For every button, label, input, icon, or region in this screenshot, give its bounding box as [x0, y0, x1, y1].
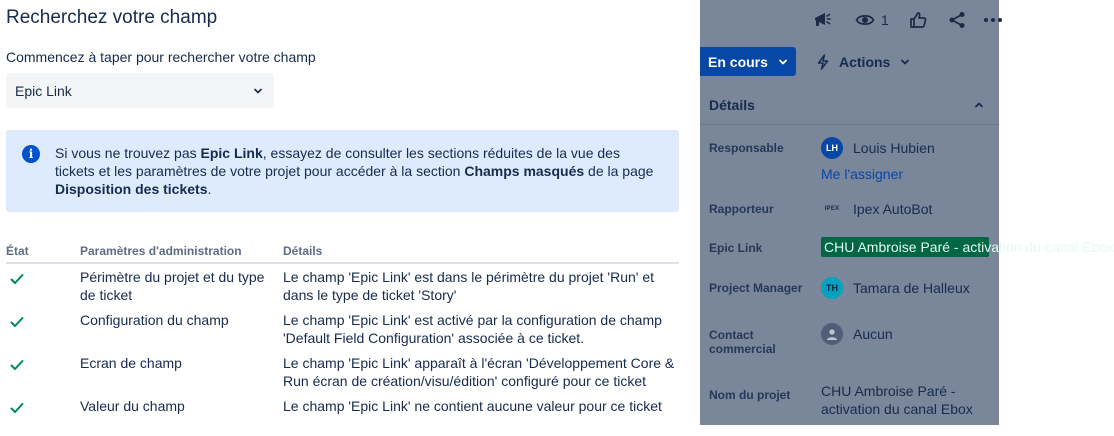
header-details: Détails: [283, 244, 323, 258]
epic-link-tag[interactable]: CHU Ambroise Paré - activation du canal Ebox: [821, 237, 989, 257]
info-icon: i: [22, 145, 40, 163]
info-text-2: , essayez de consulter les sections réduites de la vue des tickets et les paramètres de votre projet pour accéder à la section: [55, 145, 620, 179]
lightning-icon: [815, 54, 831, 70]
check-icon: [6, 397, 80, 436]
row-param: Périmètre du projet et du type de ticket: [80, 269, 265, 303]
epic-link-label: Epic Link: [709, 241, 763, 255]
rapporteur-label: Rapporteur: [709, 202, 774, 216]
info-text-4: .: [207, 181, 212, 197]
project-manager-value[interactable]: [821, 277, 970, 299]
contact-label-line1: Contact: [709, 328, 754, 342]
status-button[interactable]: [700, 47, 796, 76]
table-row: [6, 264, 679, 307]
check-icon: [6, 311, 80, 350]
row-param: Ecran de champ: [80, 355, 182, 371]
avatar: LH: [821, 137, 843, 159]
chevron-down-icon: [777, 56, 789, 68]
responsable-name: Louis Hubien: [853, 140, 935, 156]
contact-label: [709, 328, 776, 356]
info-text-3: de la page: [584, 163, 654, 179]
watch-button[interactable]: [855, 10, 889, 30]
project-manager-label: Project Manager: [709, 281, 803, 295]
like-icon[interactable]: [908, 10, 928, 30]
actions-button[interactable]: [815, 47, 911, 76]
project-name-value[interactable]: CHU Ambroise Paré - activation du canal Ebox: [821, 383, 973, 417]
row-detail: Le champ 'Epic Link' est dans le périmètre du projet 'Run' et dans le type de ticket 'Story': [283, 269, 654, 303]
info-message: [6, 130, 679, 212]
project-name-label: Nom du projet: [709, 388, 791, 402]
header-params: Paramètres d'administration: [80, 244, 242, 258]
panel-title: Recherchez votre champ: [6, 7, 218, 28]
search-label: Commencez à taper pour rechercher votre champ: [6, 49, 316, 65]
status-label: En cours: [708, 53, 768, 70]
more-icon[interactable]: [983, 10, 1003, 30]
row-detail: Le champ 'Epic Link' est activé par la configuration de champ 'Default Field Configuration' associée à ce ticket.: [283, 312, 662, 346]
field-select-value: Epic Link: [15, 82, 72, 99]
avatar: TH: [821, 277, 843, 299]
project-manager-name: Tamara de Halleux: [853, 280, 970, 296]
table-row: [6, 393, 679, 436]
diagnostic-table: [6, 244, 679, 436]
check-icon: [6, 354, 80, 393]
responsable-label: Responsable: [709, 141, 784, 155]
chevron-up-icon: [973, 99, 985, 111]
row-detail: Le champ 'Epic Link' apparaît à l'écran 'Développement Core & Run écran de création/visu/édition' configuré pour ce ticket: [283, 355, 675, 389]
watch-count: 1: [881, 12, 889, 28]
contact-name: Aucun: [853, 326, 893, 342]
row-param: Valeur du champ: [80, 398, 185, 414]
issue-toolbar: [700, 0, 999, 40]
assign-to-me-link[interactable]: Me l'assigner: [821, 166, 904, 182]
rapporteur-value[interactable]: [821, 198, 932, 220]
table-header: [6, 244, 679, 264]
rapporteur-name: Ipex AutoBot: [853, 201, 933, 217]
details-title: Détails: [709, 97, 755, 113]
contact-label-line2: commercial: [709, 342, 776, 356]
table-row: [6, 307, 679, 350]
row-detail: Le champ 'Epic Link' ne contient aucune valeur pour ce ticket: [283, 398, 662, 414]
info-field: Epic Link: [200, 145, 263, 161]
contact-value[interactable]: [821, 323, 893, 345]
eye-icon: [855, 10, 875, 30]
user-icon: [821, 323, 843, 345]
actions-label: Actions: [839, 53, 891, 70]
chevron-down-icon: [899, 56, 911, 68]
info-page: Disposition des tickets: [55, 181, 208, 197]
details-section-header[interactable]: [700, 85, 999, 125]
chevron-down-icon: [252, 85, 264, 97]
header-state: État: [6, 244, 29, 258]
info-section: Champs masqués: [464, 163, 585, 179]
check-icon: [6, 268, 80, 307]
responsable-value[interactable]: [821, 137, 935, 159]
info-text-1: Si vous ne trouvez pas: [55, 145, 201, 161]
row-param: Configuration du champ: [80, 312, 229, 328]
announcement-icon[interactable]: [812, 10, 832, 30]
share-icon[interactable]: [947, 10, 967, 30]
table-row: [6, 350, 679, 393]
field-select[interactable]: [6, 73, 274, 108]
ipex-logo: IPEX: [824, 206, 840, 212]
